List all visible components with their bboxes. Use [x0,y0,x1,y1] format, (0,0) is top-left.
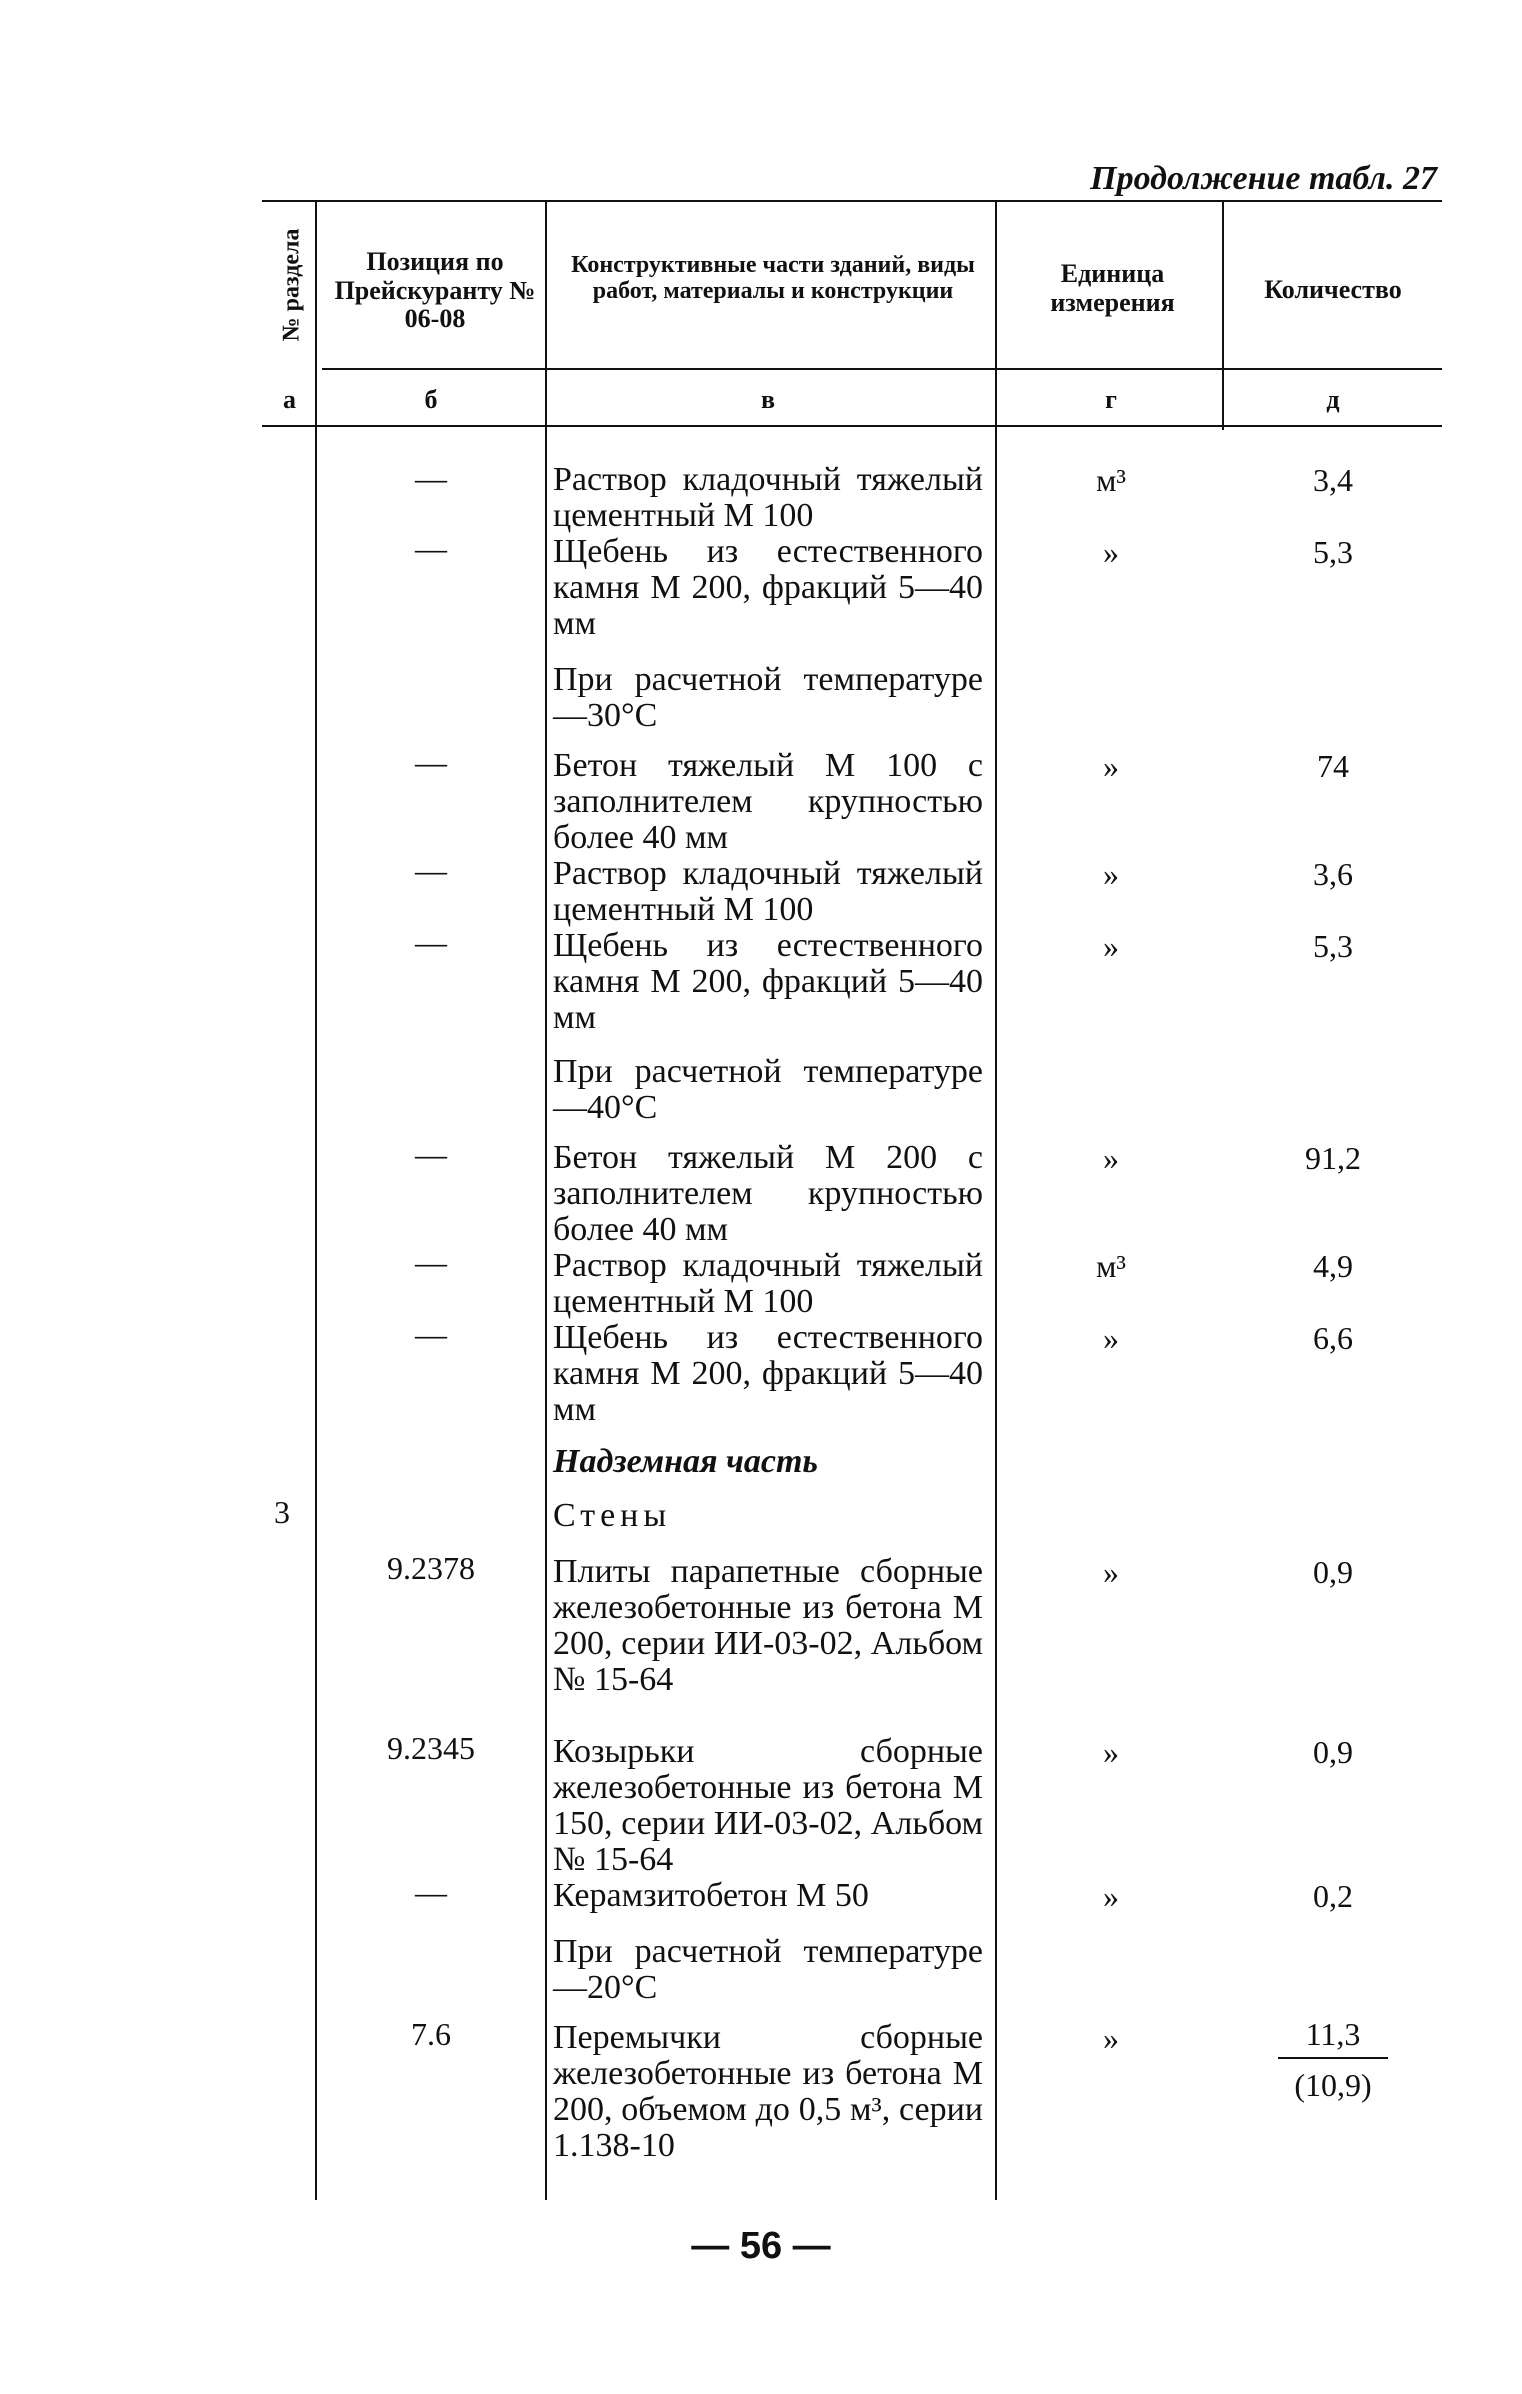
row-text: Раствор кладочный тяжелый цементный М 100 [553,461,983,534]
row-text: Стены [553,1497,672,1534]
header-col-b: Позиция по Прейскуранту № 06-08 [334,247,536,334]
row-position: 7.6 [411,2016,451,2052]
row-position: — [415,460,447,496]
row-position: — [415,1244,447,1280]
row-text: Бетон тяжелый М 100 с заполнителем крупностью более 40 мм [553,747,983,856]
row-position: 9.2345 [387,1730,475,1766]
row-qty: 6,6 [1313,1320,1353,1356]
row-text: Бетон тяжелый М 200 с заполнителем крупностью более 40 мм [553,1139,983,1248]
row-text: Керамзитобетон М 50 [553,1877,869,1914]
row-qty-value: 11,3 [1278,2016,1388,2059]
row-text: Перемычки сборные железобетонные из бетона М 200, объемом до 0,5 м³, серии 1.138-10 [553,2019,983,2164]
row-text: Раствор кладочный тяжелый цементный М 100 [553,855,983,928]
letter-v: в [760,385,776,414]
row-qty: 3,6 [1313,856,1353,892]
row-unit: м³ [1096,462,1126,498]
header-col-d: Количество [1264,275,1402,304]
row-qty [1228,2016,1438,2104]
letter-a: а [283,385,296,414]
row-qty: 0,9 [1313,1554,1353,1590]
row-text: При расчетной температуре —30°С [553,661,983,734]
header-bottom-rule [322,368,1442,370]
row-position: — [415,1136,447,1172]
row-text: Щебень из естественного камня М 200, фракций 5—40 мм [553,533,983,642]
row-text: Надземная часть [553,1443,818,1480]
col-divider-b [545,200,547,2200]
row-position: — [415,530,447,566]
header-col-a: № раздела [278,228,305,342]
row-qty: 0,9 [1313,1734,1353,1770]
row-unit: » [1103,534,1119,570]
row-position: — [415,1874,447,1910]
row-text: Щебень из естественного камня М 200, фракций 5—40 мм [553,927,983,1036]
row-text: При расчетной температуре —20°С [553,1933,983,2006]
row-qty-alt-value: (10,9) [1294,2067,1372,2103]
header-col-g: Единица измерения [1050,259,1175,317]
letter-g: г [1105,385,1117,414]
page-number: — 56 — [691,2225,831,2267]
row-position: — [415,1316,447,1352]
row-text: При расчетной температуре —40°С [553,1053,983,1126]
row-unit: » [1103,1554,1119,1590]
row-unit: » [1103,856,1119,892]
row-unit: » [1103,928,1119,964]
table-top-rule [262,200,1442,202]
row-text: Раствор кладочный тяжелый цементный М 100 [553,1247,983,1320]
row-qty: 0,2 [1313,1878,1353,1914]
row-qty: 5,3 [1313,928,1353,964]
row-unit: » [1103,1320,1119,1356]
row-qty: 74 [1317,748,1349,784]
row-text: Плиты парапетные сборные железобетонные из бетона М 200, серии ИИ-03-02, Альбом № 15-64 [553,1553,983,1698]
row-text: Козырьки сборные железобетонные из бетона М 150, серии ИИ-03-02, Альбом № 15-64 [553,1733,983,1878]
row-position: — [415,852,447,888]
row-unit: » [1103,1878,1119,1914]
row-position: — [415,924,447,960]
row-qty: 4,9 [1313,1248,1353,1284]
row-text: Щебень из естественного камня М 200, фракций 5—40 мм [553,1319,983,1428]
row-unit: » [1103,1140,1119,1176]
col-divider-v [995,200,997,2200]
letter-b: б [424,385,438,414]
row-position: 9.2378 [387,1550,475,1586]
header-col-v: Конструктивные части зданий, виды работ, материалы и конструкции [571,252,975,305]
col-divider-g [1222,200,1224,430]
col-divider-a [315,200,317,2200]
table-caption: Продолжение табл. 27 [1090,160,1437,197]
letter-d: д [1326,385,1340,414]
row-qty: 5,3 [1313,534,1353,570]
section-number: 3 [274,1494,290,1530]
letters-bottom-rule [262,425,1442,427]
row-qty: 3,4 [1313,462,1353,498]
row-unit: » [1103,1734,1119,1770]
row-unit: » [1103,2020,1119,2056]
row-unit: м³ [1096,1248,1126,1284]
row-qty: 91,2 [1305,1140,1361,1176]
row-unit: » [1103,748,1119,784]
row-position: — [415,744,447,780]
